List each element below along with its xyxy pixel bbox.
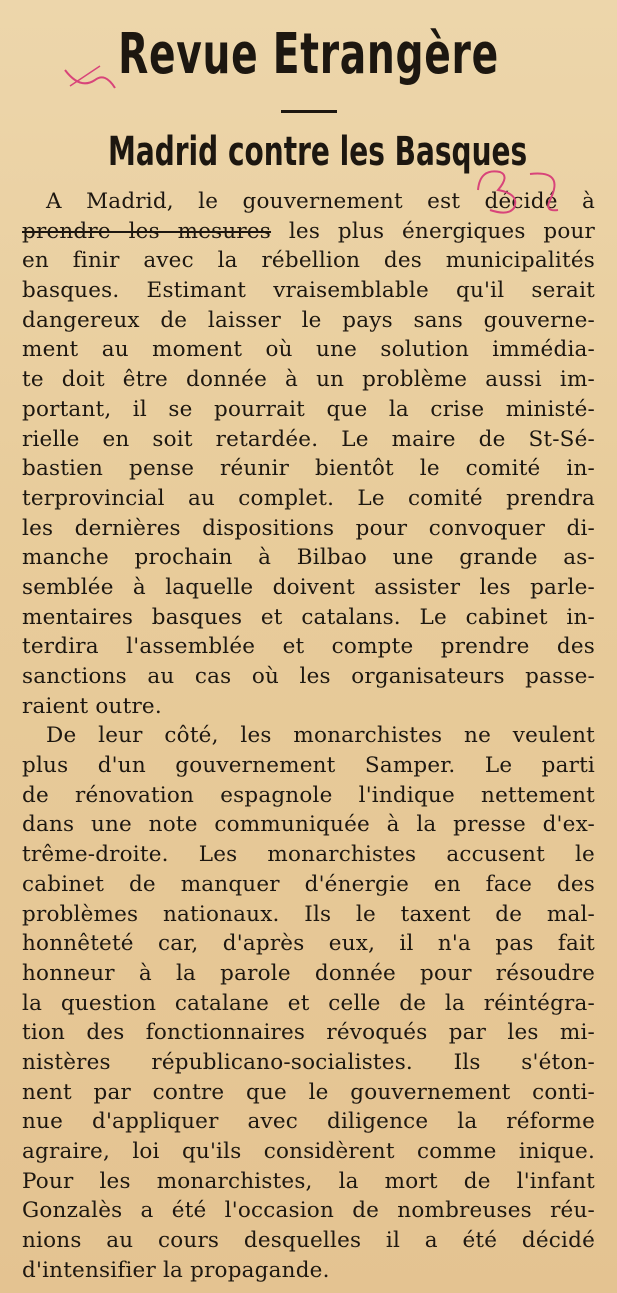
text-line: te doit être donnée à un problème aussi im- xyxy=(22,367,595,393)
text-line: de rénovation espagnole l'indique nettement xyxy=(22,782,595,808)
text-line: semblée à laquelle doivent assister les parle- xyxy=(22,574,595,600)
text-line: nue d'appliquer avec diligence la réforme xyxy=(22,1109,595,1135)
text-line: De leur côté, les monarchistes ne veulent xyxy=(46,723,595,749)
text-line: honneur à la parole donnée pour résoudre xyxy=(22,960,595,986)
text-line: problèmes nationaux. Ils le taxent de mal- xyxy=(22,901,595,927)
text-line: nions au cours desquelles il a été décidé xyxy=(22,1228,595,1254)
text-line: A Madrid, le gouvernement est décidé à xyxy=(46,189,595,214)
text-line: trême-droite. Les monarchistes accusent le xyxy=(22,842,595,868)
text-line: dans une note communiquée à la presse d'ex- xyxy=(22,812,595,838)
text-line: agraire, loi qu'ils considèrent comme inique. xyxy=(22,1139,595,1164)
text-line: ment au moment où une solution immédia- xyxy=(22,337,595,363)
subheadline: Madrid contre les Basques xyxy=(107,129,528,175)
text-line: terdira l'assemblée et compte prendre des xyxy=(22,634,595,660)
headline: Revue Etrangère xyxy=(118,22,499,87)
text-line: dangereux de laisser le pays sans gouverne- xyxy=(22,307,595,333)
text-line: rielle en soit retardée. Le maire de St-Sé- xyxy=(22,426,595,452)
text-line: les dernières dispositions pour convoquer di- xyxy=(22,515,595,541)
text-line: basques. Estimant vraisemblable qu'il serait xyxy=(22,278,595,304)
text-line: Gonzalès a été l'occasion de nombreuses réu- xyxy=(22,1198,595,1224)
text-line: manche prochain à Bilbao une grande as- xyxy=(22,545,595,571)
text-line: la question catalane et celle de la réintégra- xyxy=(22,990,595,1016)
text-line: mentaires basques et catalans. Le cabinet in- xyxy=(22,604,595,630)
text-line: prendre les mesures les plus énergiques pour xyxy=(22,218,595,244)
text-line: Pour les monarchistes, la mort de l'infant xyxy=(22,1168,595,1194)
text-line: honnêteté car, d'après eux, il n'a pas fait xyxy=(22,931,595,957)
headline-divider xyxy=(281,110,337,113)
text-line: tion des fonctionnaires révoqués par les mi- xyxy=(22,1020,595,1046)
text-line: d'intensifier la propagande. xyxy=(22,1257,330,1283)
text-line: en finir avec la rébellion des municipalités xyxy=(22,248,595,274)
text-line: nistères républicano-socialistes. Ils s'éton- xyxy=(22,1049,595,1075)
text-line: terprovincial au complet. Le comité prendra xyxy=(22,485,595,511)
text-line: plus d'un gouvernement Samper. Le parti xyxy=(22,753,595,779)
struck-text: prendre les mesures xyxy=(22,218,272,244)
text-line: sanctions au cas où les organisateurs passe- xyxy=(22,664,595,689)
text-line: raient outre. xyxy=(22,693,162,719)
text-line: portant, il se pourrait que la crise ministé- xyxy=(22,396,595,422)
text-line: cabinet de manquer d'énergie en face des xyxy=(22,871,595,897)
text-line: nent par contre que le gouvernement conti- xyxy=(22,1079,595,1105)
paragraph-2 xyxy=(22,721,595,1285)
paragraph-1 xyxy=(22,187,595,721)
text-line: bastien pense réunir bientôt le comité in- xyxy=(22,456,595,482)
